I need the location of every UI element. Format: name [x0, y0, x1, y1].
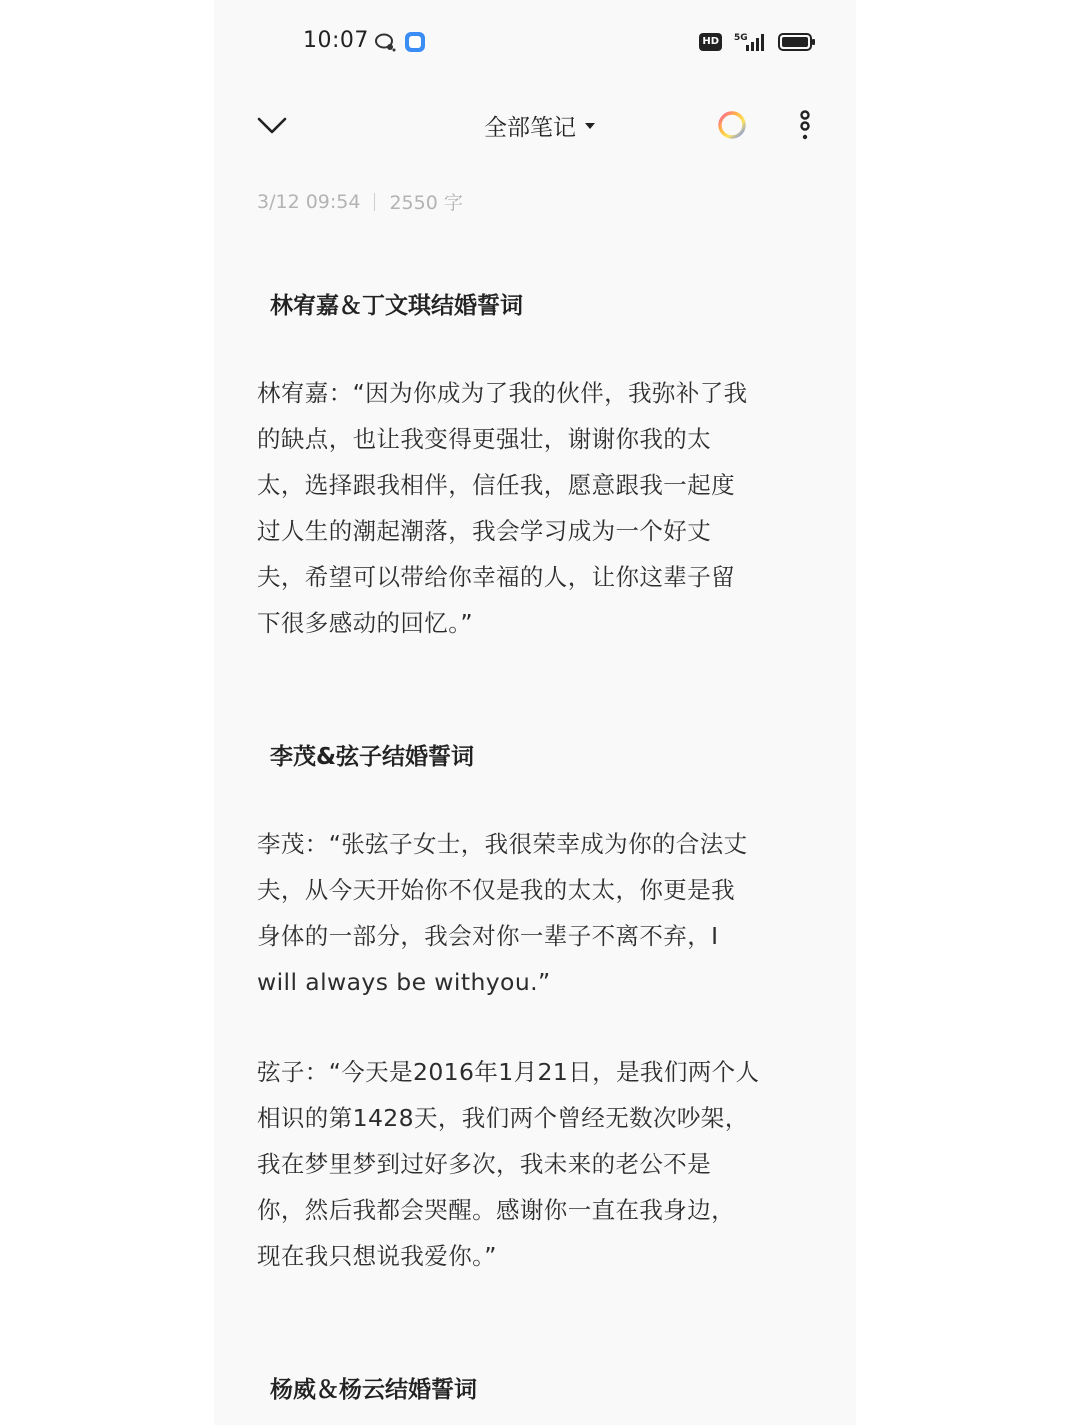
- signal-5g-icon: [732, 31, 768, 53]
- note-body[interactable]: [257, 280, 817, 1416]
- meta-divider: [374, 193, 375, 211]
- app-notification-icon: [404, 31, 426, 53]
- paragraph: [257, 1049, 817, 1279]
- note-word-count: 2550 字: [389, 192, 463, 214]
- chat-bubble-icon: [374, 32, 396, 52]
- section-heading: 杨威＆杨云结婚誓词: [270, 1377, 477, 1403]
- text-line: 夫，从今天开始你不仅是我的太太，你更是我: [257, 876, 735, 904]
- text-line: 相识的第1428天，我们两个曾经无数次吵架，: [257, 1104, 749, 1132]
- text-line: 下很多感动的回忆。”: [257, 609, 473, 637]
- network-type-label: 5G: [734, 33, 748, 43]
- caret-down-icon: [584, 121, 596, 131]
- top-bar: [214, 95, 856, 157]
- chevron-down-icon[interactable]: [256, 109, 288, 141]
- paragraph: [257, 821, 817, 1005]
- battery-icon: [778, 32, 816, 52]
- text-line: 夫，希望可以带给你幸福的人，让你这辈子留: [257, 563, 735, 591]
- text-line: 过人生的潮起潮落，我会学习成为一个好丈: [257, 517, 712, 545]
- page-title: 全部笔记: [484, 115, 576, 141]
- text-line: 你，然后我都会哭醒。感谢你一直在我身边，: [257, 1196, 735, 1224]
- text-line: 身体的一部分，我会对你一辈子不离不弃，I: [257, 922, 719, 950]
- text-line: 弦子：“今天是2016年1月21日，是我们两个人: [257, 1058, 760, 1086]
- hd-badge: HD: [699, 33, 722, 51]
- note-meta: [257, 188, 463, 215]
- text-line: 林宥嘉：“因为你成为了我的伙伴，我弥补了我: [257, 379, 748, 407]
- status-bar: [214, 0, 856, 84]
- note-datetime: 3/12 09:54: [257, 190, 361, 213]
- text-line: 李茂：“张弦子女士，我很荣幸成为你的合法丈: [257, 830, 748, 858]
- status-time: 10:07: [303, 28, 369, 53]
- text-line: will always be withyou.”: [257, 968, 551, 996]
- text-line: 我在梦里梦到过好多次，我未来的老公不是: [257, 1150, 712, 1178]
- paragraph: [257, 370, 817, 646]
- notebook-selector[interactable]: [484, 109, 596, 142]
- text-line: 的缺点，也让我变得更强壮，谢谢你我的太: [257, 425, 712, 453]
- color-ring-icon[interactable]: [716, 109, 748, 141]
- section-heading: 林宥嘉＆丁文琪结婚誓词: [270, 293, 523, 319]
- text-line: 现在我只想说我爱你。”: [257, 1242, 497, 1270]
- note-screen: [214, 0, 856, 1425]
- text-line: 太，选择跟我相伴，信任我，愿意跟我一起度: [257, 471, 735, 499]
- section-heading: 李茂&弦子结婚誓词: [270, 744, 475, 770]
- more-vertical-icon[interactable]: [797, 109, 813, 143]
- status-right-group: [699, 30, 816, 54]
